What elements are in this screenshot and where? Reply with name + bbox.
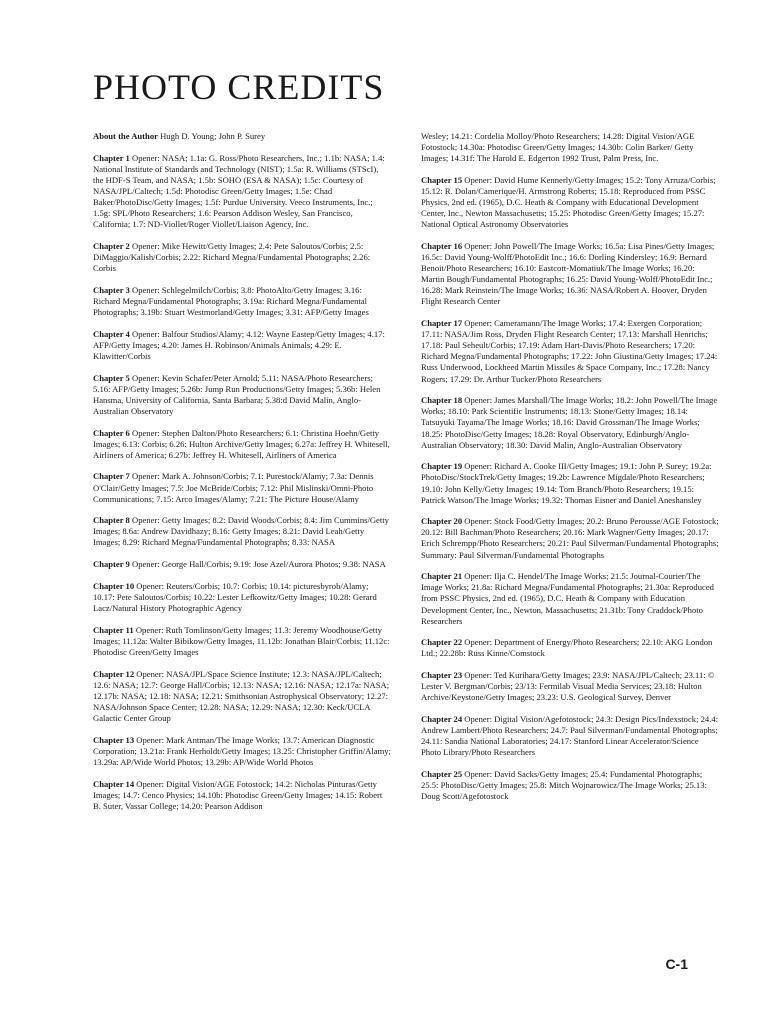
chapter-label: Chapter 16 <box>421 240 463 251</box>
credit-text: Opener: David Sacks/Getty Images; 25.4: Fundamental Photographs; 25.5: PhotoDisc/Getty Images; 25.8: Mitch Wojnarowicz/The Image Works; 25.13: Doug Scott/Agefotostock <box>421 768 707 802</box>
credit-text: Opener: John Powell/The Image Works; 16.5a: Lisa Pines/Getty Images; 16.5c: David Young-Wolff/PhotoEdit Inc.; 16.6: Dorling Kindersley; 16.9: Bernard Benoit/Photo Researchers; 16.10: Eastcott-Momatiuk/The Image Works; 16.20: Martin Bough/Fundamental Photographs; 16.25: David Young-Wolff/PhotoEdit Inc.; 16.28: Mark Reinstein/The Image Works; 16.36: NASA/Robert A. Hoover, Dryden Flight Research Center <box>421 240 715 307</box>
credit-text: Opener: Balfour Studios/Alamy; 4.12: Wayne Eastep/Getty Images; 4.17: AFP/Getty Images; 4.20: James H. Robinson/Animals Animals; 4.29: E. Klawitter/Corbis <box>93 328 385 361</box>
credit-text: Opener: Mark Antman/The Image Works; 13.7: American Diagnostic Corporation; 13.21a: Frank Herholdt/Getty Images; 13.25: Christopher Griffin/Alamy; 13.29a: AP/Wide World Photos; 13.29b: AP/Wide World Photos <box>93 734 391 767</box>
credit-text: Opener: Getty Images; 8.2: David Woods/Corbis; 8.4: Jim Cummins/Getty Images; 8.6a: Andrew Davidhazy; 8.16: Getty Images; 8.21: David Leah/Getty Images; 8.29: Richard Megna/Fundamental Photographs; 8.33: NASA <box>93 515 389 548</box>
credit-text: Opener: Mark A. Johnson/Corbis; 7.1: Purestock/Alamy; 7.3a: Dennis O'Clair/Getty Images; 7.5: Joe McBride/Corbis; 7.12: Phil Mislinski/Omni-Photo Communications; 7.15: Arco Images/Alamy; 7.21: The Picture House/Alamy <box>93 471 374 504</box>
chapter-label: Chapter 4 <box>93 328 130 339</box>
credit-entry <box>93 625 391 658</box>
credit-text: Opener: Reuters/Corbis; 10.7: Corbis; 10.14: picturesbyrob/Alamy; 10.17: Pete Saloutos/Corbis; 10.22: Lester Lefkowitz/Getty Images; 10.28: Gerard Lacz/Natural History Photographic Agency <box>93 580 377 614</box>
credit-text: Opener: Stephen Dalton/Photo Researchers; 6.1: Christina Hoehn/Getty Images; 6.13: Corbis; 6.26: Hulton Archive/Getty Images; 6.27a: Jeffrey H. Whitesell, Airliners of America; 6.27b: Jeffrey H. Whitesell, Airliners of America <box>93 427 390 460</box>
chapter-label: Chapter 25 <box>421 768 463 779</box>
credit-text: Opener: Digital Vision/Agefotostock; 24.3: Design Pics/Indexstock; 24.4: Andrew Lambert/Photo Researchers; 24.7: Paul Silverman/Fundamental Photographs; 24.11: Sandia National Laboratories; 24.17: Stanford Linear Accelerator/Science Photo Library/Photo Researchers <box>421 713 719 758</box>
credit-text: Opener: Department of Energy/Photo Researchers; 22.10: AKG London Ltd.; 22.28b: Russ Kinne/Comstock <box>421 637 713 659</box>
credit-text: Opener: Stock Food/Getty Images; 20.2: Bruno Perousse/AGE Fotostock; 20.12: Bill Bachman/Photo Researchers; 20.16: Mark Wagner/Getty Images; 20.17: Erich Schrempp/Photo Researchers; 20.21: Paul Silverman/Fundamental Photographs; Summary: Paul Silverman/Fundamental Photographs <box>421 516 719 560</box>
credit-text: Opener: Cameramann/The Image Works; 17.4: Exergen Corporation; 17.11: NASA/Jim Ross, Dryden Flight Research Center; 17.13: Marshall Henrichs; 17.18: Paul Seheult/Corbis; 17.19: Adam Hart-Davis/Photo Researchers; 17.20: Richard Megna/Fundamental Photographs; 17.22: John Giustina/Getty Images; 17.24: Russ Underwood, Lockheed Martin Missiles & Space Company, Inc.; 17.28: Nancy Rogers; 17.29: Dr. Arthur Tucker/Photo Researchers <box>421 318 718 384</box>
credit-entry <box>93 559 391 570</box>
credit-entry <box>93 779 391 812</box>
credit-text: Wesley; 14.21: Cordelia Molloy/Photo Researchers; 14.28: Digital Vision/AGE Fotostock; 14.30a: Photodisc Green/Getty Images; 14.30b: Colin Barker/ Getty Images; 14.31f: The Harold E. Edgerton 1992 Trust, Palm Press, Inc. <box>421 131 695 164</box>
chapter-label: Chapter 18 <box>421 395 463 406</box>
page-number: C-1 <box>665 956 688 972</box>
credit-entry <box>421 395 719 450</box>
credit-entry <box>421 131 719 164</box>
credit-text: Opener: George Hall/Corbis; 9.19: Jose Azel/Aurora Photos; 9.38: NASA <box>129 559 386 570</box>
chapter-label: Chapter 1 <box>93 152 130 163</box>
credit-entry <box>93 285 391 318</box>
chapter-label: Chapter 14 <box>93 778 135 789</box>
credit-entry <box>93 428 391 461</box>
credit-text: Opener: Digital Vision/AGE Fotostock; 14.2: Nicholas Pinturas/Getty Images; 14.7: Cenco Physics; 14.10b: Photodisc Green/Getty Images; 14.15: Robert B. Suter, Vassar College; 14.20: Pearson Addison <box>93 778 383 811</box>
chapter-label: Chapter 7 <box>93 471 130 482</box>
chapter-label: Chapter 21 <box>421 571 463 582</box>
chapter-label: Chapter 3 <box>93 284 130 295</box>
credit-entry <box>421 318 719 385</box>
credit-entry <box>93 581 391 614</box>
chapter-label: Chapter 2 <box>93 240 130 251</box>
credit-entry <box>421 175 719 230</box>
credit-text: Opener: Schlegelmilch/Corbis; 3.8: PhotoAlto/Getty Images; 3.16: Richard Megna/Fundamental Photographs; 3.19a: Richard Megna/Fundamental Photographs; 3.19b: Stuart Westmorland/Getty Images; 3.31: AFP/Getty Images <box>93 284 369 317</box>
credit-entry <box>93 669 391 724</box>
chapter-label: Chapter 23 <box>421 670 463 681</box>
chapter-label: Chapter 22 <box>421 637 463 648</box>
chapter-label: Chapter 15 <box>421 174 463 185</box>
credit-entry <box>93 471 391 504</box>
credit-text: Opener: NASA; 1.1a: G. Ross/Photo Researchers, Inc.; 1.1b: NASA; 1.4: National Institute of Standards and Technology (NIST); 1.5a: R. Williams (STScI), the HDF-S Team, and NASA; 1.5b: SOHO (ESA & NASA); 1.5c: Courtesy of NASA/JPL/Caltech; 1.5d: Photodisc Green/Getty Images; 1.5e: Chad Baker/PhotoDisc/Getty Images; 1.5f: Purdue University. Veeco Instruments, Inc.; 1.5g: SPL/Photo Researchers; 1.6: Pearson Addison Wesley, San Francisco, California; 1.7: ND-Viollet/Roger Viollet/Liaison Agency, Inc. <box>93 152 385 230</box>
chapter-label: Chapter 8 <box>93 515 130 526</box>
chapter-label: Chapter 10 <box>93 580 135 591</box>
credit-entry <box>421 571 719 626</box>
right-column <box>421 131 719 813</box>
credit-text: Opener: Ruth Tomlinson/Getty Images; 11.3: Jeremy Woodhouse/Getty Images; 11.12a: Walter Bibikow/Getty Images, 11.12b: Jonathan Blair/Corbis; 11.12c: Photodisc Green/Getty Images <box>93 624 390 657</box>
credit-text: Opener: Richard A. Cooke III/Getty Images; 19.1: John P. Surey; 19.2a: PhotoDisc/StockTrek/Getty Images; 19.2b: Lawrence Migdale/Photo Researchers; 19.10: John Kelly/Getty Images; 19.14: Tom Branch/Photo Researchers; 19.15: Patrick Watson/The Image Works; 19.32: Thomas Eisner and Daniel Aneshansley <box>421 461 712 505</box>
credit-text: Opener: Ted Kurihara/Getty Images; 23.9: NASA/JPL/Caltech; 23.11: © Lester V. Bergman/Corbis; 23/13: Fermilab Visual Media Services; 23.18: Hulton Archive/Keystone/Getty Images; 23.23: U.S. Geological Survey, Denver <box>421 670 715 703</box>
credit-entry <box>421 461 719 505</box>
chapter-label: Chapter 19 <box>421 461 463 472</box>
credit-text: Opener: Ilja C. Hendel/The Image Works; 21.5: Journal-Courier/The Image Works; 21.8a: Richard Megna/Fundamental Photographs; 21.30a: Reproduced from PSSC Physics, 2nd ed. (1965), D.C. Heath & Company with Education Development Center, Inc., Newton, Massachusetts; 21.31b: Tony Craddock/Photo Researchers <box>421 571 714 626</box>
credit-entry <box>421 241 719 308</box>
credit-entry <box>93 241 391 274</box>
credit-entry <box>421 637 719 659</box>
chapter-label: Chapter 9 <box>93 559 130 570</box>
credit-entry <box>421 714 719 758</box>
credit-entry <box>93 373 391 417</box>
credit-entry <box>93 515 391 548</box>
chapter-label: Chapter 11 <box>93 624 134 635</box>
credit-text: Opener: Kevin Schafer/Peter Arnold; 5.11: NASA/Photo Researchers; 5.16: AFP/Getty Images; 5.26b: Jump Run Productions/Getty Images; 5.36b: Helen Hansma, University of California, Santa Barbara; 5.38:d David Malin, Anglo-Australian Observatory <box>93 372 381 416</box>
credit-entry <box>93 735 391 768</box>
chapter-label: Chapter 6 <box>93 427 130 438</box>
credit-entry <box>93 153 391 231</box>
credit-text: Opener: David Hume Kennerly/Getty Images; 15.2: Tony Arruza/Corbis; 15.12: R. Dolan/Camerique/H. Armstrong Roberts; 15.18: Reproduced from PSSC Physics, 2nd ed. (1965), D.C. Heath & Company with Educational Development Center, Inc., Newton Massachusetts; 15.25: Photodisc Green/Getty Images; 15.27: National Optical Astronomy Observatories <box>421 174 716 230</box>
page-title: PHOTO CREDITS <box>93 67 385 107</box>
credit-text: Hugh D. Young; John P. Surey <box>157 131 266 141</box>
chapter-label: Chapter 5 <box>93 372 130 383</box>
chapter-label: Chapter 20 <box>421 516 463 527</box>
credit-entry <box>421 670 719 703</box>
chapter-label: About the Author <box>93 131 158 141</box>
chapter-label: Chapter 24 <box>421 713 463 724</box>
chapter-label: Chapter 13 <box>93 734 135 745</box>
credit-entry <box>93 329 391 362</box>
left-column <box>93 131 391 822</box>
chapter-label: Chapter 12 <box>93 668 135 679</box>
credit-text: Opener: NASA/JPL/Space Science Institute; 12.3: NASA/JPL/Caltech; 12.6: NASA; 12.7: George Hall/Corbis; 12.13: NASA; 12.16: NASA; 12.17a: NASA; 12.17b: NASA; 12.18: NASA; 12.21: Smithsonian Astrophysical Observatory; 12.27: NASA/Johnson Space Center; 12.28: NASA; 12.29: NASA; 12.30: Keck/UCLA Galactic Center Group <box>93 668 390 723</box>
chapter-label: Chapter 17 <box>421 318 463 329</box>
credit-text: Opener: Mike Hewitt/Getty Images; 2.4: Pete Saloutos/Corbis; 2.5: DiMaggio/Kalish/Corbis; 2.22: Richard Megna/Fundamental Photographs; 2.26: Corbis <box>93 240 371 274</box>
credit-text: Opener: James Marshall/The Image Works; 18.2: John Powell/The Image Works; 18.10: Park Scientific Instruments; 18.13: Stone/Getty Images; 18.14: Tatsuyuki Tayama/The Image Works; 18.16: David Grossman/The Image Works; 18.25: PhotoDisc/Getty Images; 18.28: Royal Observatory, Edinburgh/Anglo-Australian Observatory; 18.30: David Malin, Anglo-Australian Observatory <box>421 395 718 450</box>
credit-entry <box>421 516 719 560</box>
credit-entry <box>421 769 719 802</box>
credit-entry <box>93 131 391 142</box>
